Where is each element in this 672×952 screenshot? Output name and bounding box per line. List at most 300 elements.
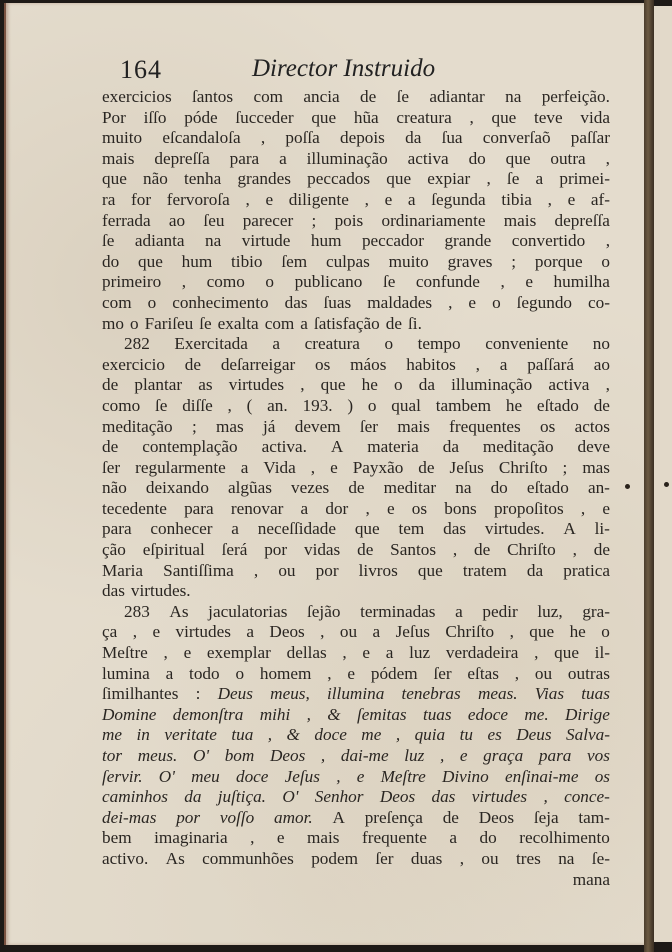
word: , [327, 663, 332, 683]
word: luz [409, 643, 431, 663]
word: ancia [303, 87, 340, 106]
word: As [169, 601, 189, 621]
word: tres [515, 848, 541, 868]
word: primei- [559, 169, 610, 189]
word: virtudes. [130, 581, 191, 601]
word: de [357, 540, 374, 560]
word: Vias [534, 684, 565, 704]
text-line [102, 272, 610, 293]
word: , [605, 375, 610, 395]
word: , [534, 643, 539, 663]
word: que [505, 148, 531, 168]
word: es [487, 725, 502, 745]
page-header [120, 55, 620, 89]
word: ſi. [408, 313, 422, 333]
word: depreſſa [554, 210, 610, 230]
word: tua [231, 725, 254, 745]
word: exercicios [102, 87, 172, 106]
word: Deus [217, 684, 253, 704]
word: fervoroſa [166, 189, 230, 209]
word: illumina [327, 684, 385, 704]
word: das [284, 292, 308, 312]
word: e [525, 272, 533, 292]
word: Dirige [565, 704, 610, 724]
word: ; [191, 416, 197, 436]
word: communhões [202, 848, 294, 868]
word: Salva- [566, 725, 610, 745]
word: ra [102, 189, 116, 209]
word: com [102, 292, 132, 312]
word: ordinariamente [381, 210, 486, 230]
word: mas [216, 416, 244, 436]
word: hum [181, 251, 213, 271]
word: luz [404, 746, 425, 765]
word: propoſitos [493, 498, 564, 518]
text-line [102, 581, 610, 602]
word: materia [367, 437, 419, 457]
text-line [102, 128, 610, 149]
word: frequentes [449, 416, 521, 436]
word: O' [192, 746, 210, 765]
word: jaculatorias [208, 601, 288, 621]
word: o [265, 272, 274, 292]
word: quia [414, 725, 446, 745]
text-line [102, 746, 610, 767]
word: meas. [477, 684, 518, 704]
word: li- [594, 519, 610, 539]
word: para [102, 519, 132, 539]
word: , [320, 622, 325, 642]
word: dor [325, 498, 349, 518]
word: veritate [164, 725, 217, 745]
word: , [572, 540, 577, 560]
word: todo [189, 663, 220, 683]
text-line [102, 190, 610, 211]
word: preſença [364, 807, 423, 827]
word: primeiro [102, 272, 162, 292]
word: e [276, 828, 285, 848]
word: eſtado [526, 478, 569, 498]
text-line [102, 540, 610, 561]
word: que [354, 519, 380, 539]
word: activa. [261, 437, 307, 457]
word: que [554, 643, 579, 663]
text-line [102, 293, 610, 314]
word: expiar [427, 169, 471, 189]
word: ſe [199, 313, 212, 333]
word: não [143, 169, 168, 189]
word: eſcandaloſa [162, 128, 241, 148]
word: Deos [379, 787, 416, 807]
word: he [569, 622, 586, 642]
text-line [102, 458, 610, 479]
word: a [499, 354, 508, 374]
word: Deus [516, 725, 552, 745]
word: e [602, 498, 610, 518]
word: ſe [382, 272, 396, 292]
word: tam- [578, 807, 610, 827]
word: regularmente [135, 457, 226, 477]
word: Jeſus [449, 457, 484, 477]
word: a [246, 622, 254, 642]
word: homem [259, 663, 312, 683]
word: que [138, 251, 163, 271]
word: exalta [217, 313, 259, 333]
word: terminadas [360, 601, 436, 621]
word: vidas [303, 540, 341, 560]
word: illuminação [306, 148, 388, 168]
word: adianta [134, 231, 185, 251]
word: o [129, 313, 139, 333]
word: perfeição. [541, 87, 610, 106]
text-line [102, 314, 610, 335]
word: , [509, 622, 514, 642]
word: neceſſidade [257, 519, 336, 539]
word: dei-mas [102, 807, 157, 827]
word: mas [582, 457, 610, 477]
word: ſua [441, 128, 463, 148]
word: af- [590, 189, 610, 209]
word: , [365, 498, 370, 518]
word: frequente [362, 828, 427, 848]
word: , [395, 725, 401, 745]
word: eſpiritual [142, 540, 205, 560]
word: , [163, 643, 168, 663]
word: , [469, 107, 474, 127]
word: actos [574, 416, 610, 436]
word: , [306, 704, 311, 724]
word: , [452, 540, 458, 560]
word: não [102, 478, 127, 498]
text-line [102, 211, 610, 232]
word: he [361, 375, 378, 395]
word: renovar [230, 498, 284, 518]
text-line [102, 87, 610, 108]
word: , [342, 643, 347, 663]
word: , [181, 272, 187, 292]
word: co- [588, 292, 610, 312]
word: para [184, 498, 214, 518]
word: por [264, 540, 288, 560]
word: dai-me [340, 746, 389, 765]
text-line [102, 396, 610, 417]
word: de [418, 457, 435, 477]
word: tratem [462, 560, 507, 580]
word: e [152, 622, 161, 642]
word: Vida [263, 457, 296, 477]
word: ſervir. [102, 766, 143, 786]
word: Santos [390, 540, 437, 560]
word: , [486, 169, 491, 189]
word: tenebras [401, 684, 461, 704]
word: teve [534, 107, 563, 127]
word: mais [397, 416, 430, 436]
word: activa [407, 148, 449, 168]
text-line [102, 828, 610, 849]
text-line [102, 499, 610, 520]
word: a [372, 622, 381, 642]
word: mais [307, 828, 340, 848]
word: os [315, 354, 331, 374]
word: , [300, 375, 305, 395]
word: tem [398, 519, 425, 539]
word: a [272, 334, 281, 354]
ink-spot [664, 482, 669, 487]
word: amor. [274, 807, 313, 827]
word: Fariſeu [144, 313, 194, 333]
word: caminhos [102, 787, 168, 807]
word: virtudes [175, 622, 231, 642]
word: na [455, 478, 472, 498]
word: muito [102, 128, 143, 148]
word: A [563, 519, 576, 539]
word: convertido [511, 231, 586, 251]
word: ſantos [192, 87, 234, 106]
word: da [526, 560, 544, 580]
word: depois [339, 128, 385, 148]
word: converſaõ [482, 128, 551, 148]
word: hum [310, 231, 342, 251]
text-line [102, 808, 610, 829]
text-line [102, 417, 610, 438]
word: ſe [154, 395, 168, 415]
word: meus, [270, 684, 310, 704]
word: ( [246, 395, 253, 415]
word: de [442, 807, 459, 827]
word: for [131, 189, 152, 209]
word: ſegundo [516, 292, 573, 312]
word: activo. [102, 848, 149, 868]
word: a [407, 189, 416, 209]
word: pedir [482, 601, 518, 621]
word: publicano [294, 272, 363, 292]
word: an. [267, 395, 288, 415]
word: de [360, 87, 377, 106]
word: eſtado [536, 395, 579, 415]
text-line [102, 478, 610, 499]
word: virtude [241, 231, 291, 251]
word: , [475, 354, 480, 374]
word: in [136, 725, 150, 745]
word: a [449, 828, 458, 848]
word: de [593, 540, 610, 560]
word: de [593, 395, 610, 415]
word: habitos [406, 354, 456, 374]
word: mana [572, 869, 610, 889]
text-line [102, 664, 610, 685]
text-line [102, 622, 610, 643]
word: os [540, 416, 556, 436]
word: ou [534, 663, 553, 683]
word: vida [580, 107, 610, 127]
word: , [227, 395, 232, 415]
word: o [601, 251, 610, 271]
word: Santiſſima [163, 560, 234, 580]
word: e [362, 643, 371, 663]
word: a [300, 313, 308, 333]
word: tenha [184, 169, 222, 189]
word: conce- [564, 787, 610, 807]
word: & [327, 704, 341, 724]
word: luz, [537, 601, 563, 621]
word: recolhimento [519, 828, 610, 848]
text-line [102, 169, 610, 190]
word: ou [278, 560, 296, 580]
word: porque [534, 251, 583, 271]
word: das [102, 581, 125, 601]
word: do [490, 478, 508, 498]
word: na [558, 848, 575, 868]
word: máos [350, 354, 387, 374]
word: edoce [467, 704, 508, 724]
word: plantar [134, 375, 183, 395]
word: que [529, 622, 555, 642]
text-line [102, 355, 610, 376]
word: tu [459, 725, 473, 745]
word: ; [311, 210, 317, 230]
word: ção [102, 540, 126, 560]
word: e [468, 292, 477, 312]
word: Maria [102, 560, 144, 580]
word: de [385, 313, 403, 333]
word: vos [587, 746, 610, 765]
word: , [250, 828, 255, 848]
word: Jeſus [395, 622, 430, 642]
word: 282 [124, 334, 150, 354]
word: de [184, 354, 202, 374]
word: do [102, 251, 120, 271]
page-number: 164 [120, 55, 162, 84]
word: a [455, 601, 463, 621]
word: de [348, 478, 365, 498]
word: ao [593, 354, 610, 374]
text-line [102, 725, 610, 746]
text-line [102, 849, 610, 870]
word: na [505, 87, 522, 106]
word: Payxão [352, 457, 404, 477]
book-page [4, 3, 646, 945]
word: Divino [441, 766, 489, 786]
word: graves [447, 251, 493, 271]
word: a [165, 663, 174, 683]
word: devem [294, 416, 341, 436]
word: ou [481, 848, 499, 868]
word: ferrada [102, 210, 151, 230]
word: a [231, 519, 239, 539]
word: Chriſto [445, 622, 495, 642]
word: maldades [367, 292, 433, 312]
word: graça [483, 746, 524, 765]
word: diligente [288, 189, 349, 209]
word: a [535, 169, 544, 189]
word: meditação [482, 437, 554, 457]
book-gutter [644, 0, 654, 952]
word: me. [524, 704, 549, 724]
word: adiantar [429, 87, 485, 106]
word: parecer [242, 210, 294, 230]
word: poſſa [285, 128, 320, 148]
word: ſatisfação [313, 313, 380, 333]
word: ſemitas [356, 704, 407, 724]
word: Jeſus [284, 766, 320, 786]
word: e [265, 189, 274, 209]
word: a [279, 148, 287, 168]
word: , [310, 457, 316, 477]
word: , [439, 746, 445, 765]
word: ſe [102, 231, 115, 251]
word: paſſará [527, 354, 574, 374]
word: contemplação [142, 437, 238, 457]
word: depreſſa [154, 148, 210, 168]
word: meu [191, 766, 220, 786]
word: culpas [325, 251, 370, 271]
word: ſem [281, 251, 308, 271]
word: meus. [137, 746, 178, 765]
word: imaginaria [154, 828, 228, 848]
word: ; [511, 251, 517, 271]
text-line [102, 108, 610, 129]
word: juſtiça. [217, 787, 266, 807]
word: o [367, 395, 377, 415]
word: ſerá [221, 540, 248, 560]
word: , [580, 498, 586, 518]
word: me [102, 725, 123, 745]
word: , [253, 560, 259, 580]
word: , [364, 189, 369, 209]
word: , [448, 292, 453, 312]
word: hũa [353, 107, 379, 127]
word: 283 [124, 601, 150, 621]
text-line [102, 870, 610, 891]
word: 193. [302, 395, 333, 415]
text-line [102, 231, 610, 252]
word: & [286, 725, 300, 745]
running-title: Director Instruido [252, 55, 436, 82]
word: tibio [231, 251, 263, 271]
word: tibia [501, 189, 532, 209]
word: e [356, 766, 365, 786]
text-line [102, 375, 610, 396]
word: a [240, 457, 249, 477]
word: deve [577, 437, 610, 457]
word: Deos [269, 746, 306, 765]
word: an- [587, 478, 610, 498]
word: ſuas [323, 292, 352, 312]
word: ſe- [591, 848, 610, 868]
word: as [198, 375, 213, 395]
word: conhecimento [172, 292, 269, 312]
word: , [500, 272, 505, 292]
word: ; [562, 457, 568, 477]
word: ſer [359, 416, 379, 436]
word: Deos [269, 622, 305, 642]
word: bom [224, 746, 255, 765]
text-line [102, 149, 610, 170]
word: Meſtre [380, 766, 426, 786]
word: tuas [422, 704, 452, 724]
word: de [474, 540, 491, 560]
word: por [315, 560, 339, 580]
word: que [491, 107, 517, 127]
word: meditação [102, 416, 173, 436]
word: A [330, 437, 344, 457]
word: , [336, 766, 341, 786]
word: grandes [237, 169, 291, 189]
text-line [102, 705, 610, 726]
word: me [361, 725, 382, 745]
word: pois [334, 210, 364, 230]
word: os [411, 498, 428, 518]
